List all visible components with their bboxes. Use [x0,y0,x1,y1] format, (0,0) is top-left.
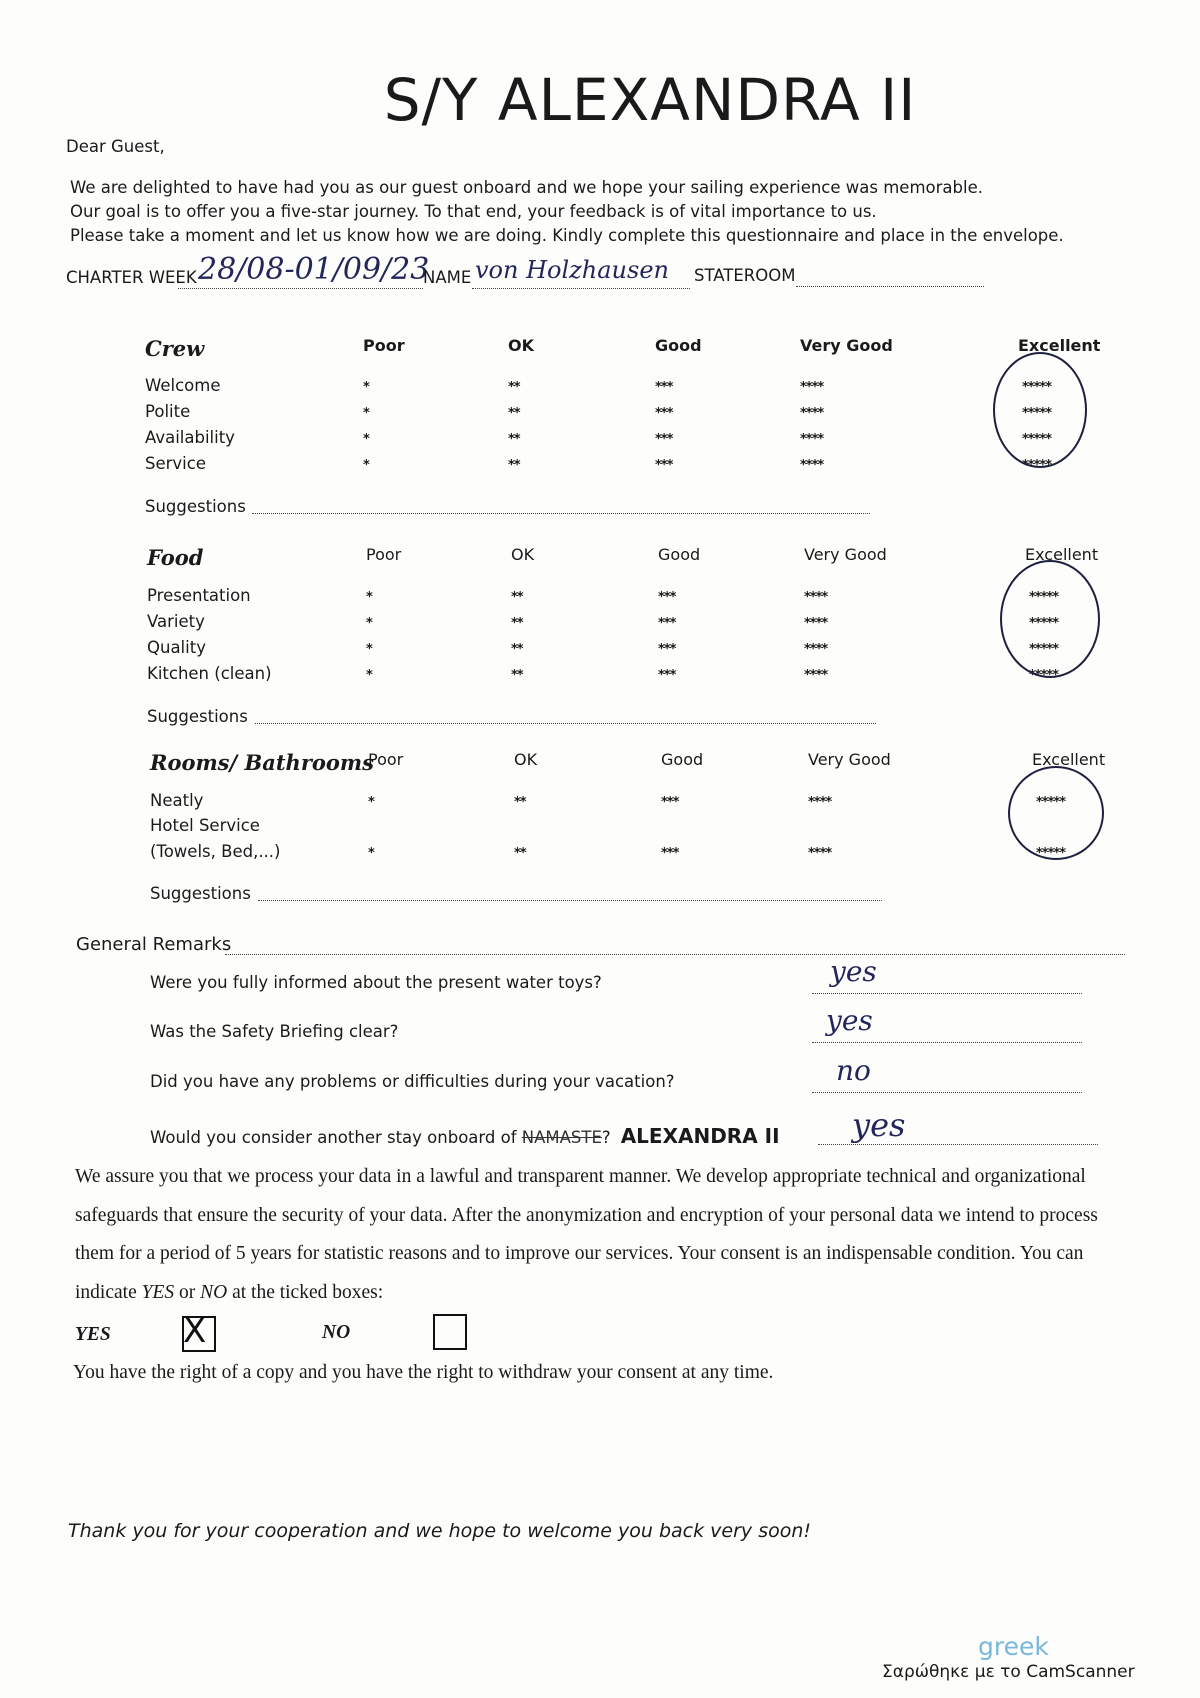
question-mark: ? [601,1128,611,1147]
rating-option[interactable]: ***** [1022,458,1051,473]
column-header-poor: Poor [363,336,405,355]
question-text [150,1022,398,1041]
no-label: NO [322,1322,351,1343]
column-header-very-good: Very Good [804,545,887,564]
page-title: S/Y ALEXANDRA II [383,66,917,134]
stateroom-line[interactable] [796,286,984,287]
rating-option[interactable]: *** [658,616,676,631]
rating-item-label: Welcome [145,376,221,395]
rating-option[interactable]: **** [800,406,824,421]
excellent-circle-mark [993,352,1087,468]
column-header-excellent: Excellent [1032,750,1106,769]
column-header-good: Good [661,750,704,769]
question-text [150,973,602,992]
consent-line-1: We assure you that we process your data in a lawful and transparent manner. We develop appropriate technical and organizational [75,1166,1086,1187]
rating-option[interactable]: * [366,590,372,605]
rating-option[interactable]: ** [508,458,520,473]
rating-option[interactable]: ***** [1029,668,1058,683]
rating-option[interactable]: *** [658,642,676,657]
rating-option[interactable]: *** [658,590,676,605]
rating-item-label: Service [145,454,206,473]
rating-option[interactable]: ** [508,380,520,395]
suggestions-label: Suggestions [145,497,246,516]
intro-line-2: Our goal is to offer you a five-star journey. To that end, your feedback is of vital importance to us. [70,202,877,221]
rating-option[interactable]: ***** [1036,846,1065,861]
column-header-poor: Poor [368,750,404,769]
rating-option[interactable]: ** [508,432,520,447]
scanner-note: Σαρώθηκε με το CamScanner [882,1662,1135,1682]
rating-option[interactable]: **** [808,846,832,861]
rating-option[interactable]: *** [658,668,676,683]
section-title: Crew [145,336,205,361]
rating-item-label: Neatly [150,791,204,810]
rating-option[interactable]: **** [800,432,824,447]
question-label: Did you have any problems or difficulties during your vacation? [150,1072,675,1091]
rating-option[interactable]: *** [655,406,673,421]
rating-option[interactable]: * [366,642,372,657]
column-header-excellent: Excellent [1025,545,1099,564]
column-header-good: Good [658,545,701,564]
answer-line[interactable] [812,1092,1082,1093]
consent-line-2: safeguards that ensure the security of your data. After the anonymization and encryption of your personal data we intend to process [75,1205,1098,1226]
struck-yacht-name: NAMASTE [521,1128,602,1147]
rating-option[interactable]: * [366,668,372,683]
rating-option[interactable]: * [363,432,369,447]
name-line [472,288,690,289]
consent-rights: You have the right of a copy and you have the right to withdraw your consent at any time. [73,1362,774,1383]
rating-option[interactable]: *** [655,458,673,473]
rating-option[interactable]: ***** [1036,795,1065,810]
rating-option[interactable]: *** [661,846,679,861]
rating-option[interactable]: * [368,846,374,861]
watermark-logo: greek [978,1632,1049,1661]
column-header-very-good: Very Good [800,336,893,355]
question-label: Would you consider another stay onboard of [150,1128,517,1147]
column-header-good: Good [655,336,702,355]
rating-option[interactable]: * [363,458,369,473]
charter-week-label: CHARTER WEEK [66,268,197,287]
handwritten-answer[interactable]: yes [852,1106,906,1144]
suggestions-line[interactable] [255,723,876,724]
rating-option[interactable]: **** [804,616,828,631]
rating-option[interactable]: ** [511,590,523,605]
rating-option[interactable]: ***** [1029,616,1058,631]
question-text [150,1072,675,1091]
rating-option[interactable]: **** [804,668,828,683]
suggestions-label: Suggestions [150,884,251,903]
answer-line[interactable] [812,993,1082,994]
yes-label: YES [75,1324,111,1345]
general-remarks-line[interactable] [225,954,1125,955]
rating-item-label: Polite [145,402,191,421]
rating-option[interactable]: ***** [1022,432,1051,447]
column-header-poor: Poor [366,545,402,564]
no-checkbox[interactable] [433,1314,467,1350]
rating-option[interactable]: **** [800,458,824,473]
intro-line-3: Please take a moment and let us know how we are doing. Kindly complete this questionnaire and place in the envelope. [70,226,1064,245]
rating-option[interactable]: ***** [1022,380,1051,395]
suggestions-label: Suggestions [147,707,248,726]
rating-item-label: Variety [147,612,205,631]
rating-item-label: Hotel Service [150,816,260,835]
answer-line[interactable] [818,1144,1098,1145]
rating-item-label: Kitchen (clean) [147,664,272,683]
rating-option[interactable]: ***** [1029,590,1058,605]
rating-option[interactable]: * [368,795,374,810]
name-value[interactable]: von Holzhausen [475,256,669,284]
suggestions-line[interactable] [252,513,870,514]
rating-item-label: Availability [145,428,235,447]
section-title: Rooms/ Bathrooms [150,750,374,775]
section-title: Food [147,545,204,570]
rating-option[interactable]: * [366,616,372,631]
rating-option[interactable]: ** [508,406,520,421]
column-header-ok: OK [508,336,534,355]
rating-option[interactable]: ***** [1022,406,1051,421]
name-label: NAME [423,268,472,287]
rating-option[interactable]: ** [511,642,523,657]
rating-option[interactable]: ** [514,795,526,810]
rating-option[interactable]: ** [514,846,526,861]
handwritten-answer[interactable]: no [836,1054,871,1087]
column-header-excellent: Excellent [1018,336,1101,355]
column-header-very-good: Very Good [808,750,891,769]
question-text [150,1124,780,1148]
handwritten-answer[interactable]: yes [826,1004,873,1037]
rating-option[interactable]: * [363,380,369,395]
suggestions-line[interactable] [258,900,882,901]
stateroom-label: STATEROOM [694,266,796,285]
rating-option[interactable]: **** [804,642,828,657]
question-label: Was the Safety Briefing clear? [150,1022,399,1041]
general-remarks-label: General Remarks [76,934,232,955]
rating-option[interactable]: *** [655,380,673,395]
charter-week-value[interactable]: 28/08-01/09/23 [198,252,430,287]
rating-option[interactable]: **** [800,380,824,395]
consent-line-3: them for a period of 5 years for statistic reasons and to improve our services. Your consent is an indispensable condition. You can [75,1243,1084,1264]
yes-check-mark: X [183,1311,207,1351]
closing-message: Thank you for your cooperation and we hope to welcome you back very soon! [68,1520,812,1542]
intro-line-1: We are delighted to have had you as our guest onboard and we hope your sailing experience was memorable. [70,178,983,197]
rating-item-label: Presentation [147,586,251,605]
rating-option[interactable]: ** [511,668,523,683]
excellent-circle-mark [1000,560,1100,678]
consent-indicate-line: indicate YES or NO at the ticked boxes: [75,1282,384,1303]
excellent-circle-mark [1008,766,1104,860]
question-label: Were you fully informed about the present water toys? [150,973,602,992]
rating-option[interactable]: **** [804,590,828,605]
rating-option[interactable]: *** [661,795,679,810]
handwritten-answer[interactable]: yes [830,955,877,988]
charter-week-line [178,288,423,289]
column-header-ok: OK [514,750,538,769]
greeting: Dear Guest, [66,137,165,156]
rating-item-label: Quality [147,638,206,657]
column-header-ok: OK [511,545,535,564]
rating-option[interactable]: ***** [1029,642,1058,657]
rating-option[interactable]: *** [655,432,673,447]
rating-option[interactable]: ** [511,616,523,631]
rating-item-label: (Towels, Bed,...) [150,842,281,861]
answer-line[interactable] [812,1042,1082,1043]
handwritten-yacht-name: ALEXANDRA II [620,1124,780,1148]
rating-option[interactable]: **** [808,795,832,810]
rating-option[interactable]: * [363,406,369,421]
